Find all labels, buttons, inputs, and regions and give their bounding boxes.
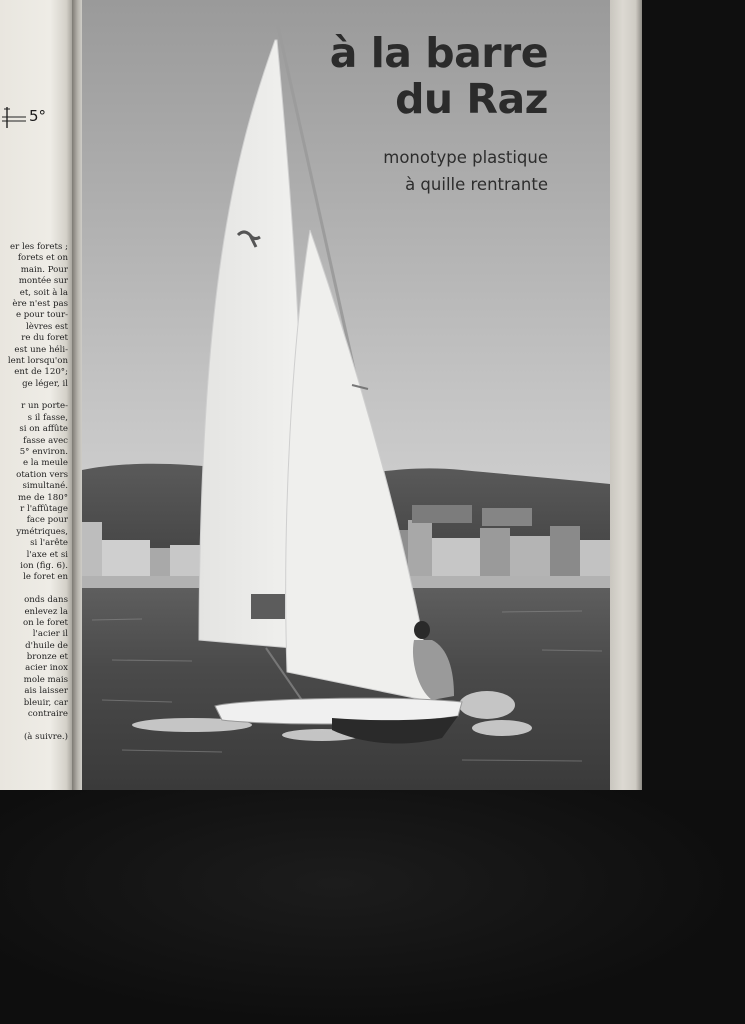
left-text-line: bronze et [26,652,68,663]
left-text-line: fasse avec [23,435,68,446]
left-text-line: ion (fig. 6). [20,560,68,571]
jib [286,230,434,702]
article-title [330,30,548,122]
left-text-line: lèvres est [26,321,68,332]
left-text-line: main. Pour [20,264,68,275]
degree-label: 5° [29,107,47,125]
book-gutter [72,0,82,790]
left-text-line: ymétriques, [16,526,68,537]
subtitle-line-1: monotype plastique [383,148,548,167]
left-text-line: simultané. [22,481,68,492]
left-page [0,0,72,790]
left-text-line: si l'arête [30,538,68,549]
article-subtitle [383,144,548,198]
left-text-line: s il fasse, [27,412,68,423]
left-text-line: r l'affûtage [20,503,68,514]
left-column-text [0,242,68,743]
page-edge [610,0,642,790]
left-text-line: ais laisser [24,686,68,697]
left-text-line: onds dans [24,595,68,606]
angle-figure-icon [2,104,26,130]
left-text-line: face pour [26,515,68,526]
left-text-line: l'acier il [32,629,68,640]
left-text-line: bleuir, car [23,697,68,708]
left-text-line: e la meule [22,458,68,469]
left-text-line: d'huile de [25,640,68,651]
left-text-line: ère n'est pas [12,298,68,309]
left-text-line: on le foret [22,617,68,628]
title-line-2: du Raz [395,75,548,123]
sail-window [251,594,285,619]
left-text-line: mole mais [23,674,68,685]
left-text-line: er les forets ; [10,242,68,252]
left-text-line: est une héli- [14,344,68,355]
left-text-line: ge léger, il [22,378,68,389]
left-text-line: lent lorsqu'on [7,355,68,366]
left-text-line: enlevez la [24,606,68,617]
left-text-line: si on affûte [19,424,68,435]
left-text-line: forets et on [17,253,68,264]
left-text-line: le foret en [23,572,68,583]
left-text-line [0,720,68,731]
title-line-1: à la barre [329,29,548,77]
left-text-line: r un porte- [21,401,68,412]
left-text-line: ent de 120°; [14,367,68,378]
left-text-line: contraire [27,709,68,720]
left-text-line [0,390,68,401]
left-text-line: re du foret [21,333,68,344]
sailboat-photo [82,0,610,790]
left-text-line: l'axe et si [26,549,68,560]
left-text-line: et, soit à la [19,287,68,298]
scanner-background [0,790,745,1024]
left-text-line: me de 180° [18,492,68,503]
left-text-line: otation vers [16,469,68,480]
left-text-line [0,584,68,595]
left-text-line: acier inox [25,663,68,674]
left-text-line: 5° environ. [19,447,68,458]
scanner-background-right [640,0,745,790]
left-text-line: e pour tour- [15,310,68,321]
left-text-line: montée sur [18,276,68,287]
left-text-line: (à suivre.) [23,731,68,742]
subtitle-line-2: à quille rentrante [405,175,548,194]
